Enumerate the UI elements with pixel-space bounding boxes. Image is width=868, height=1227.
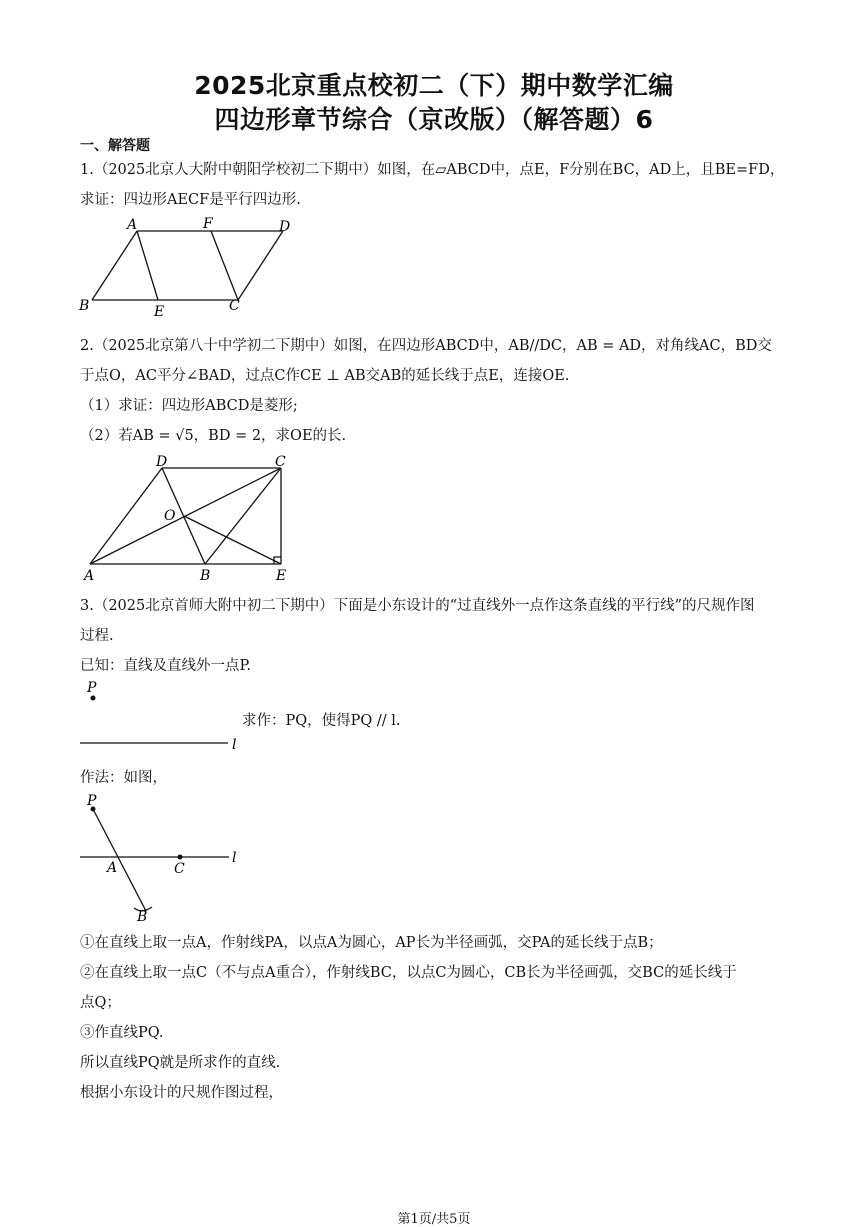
problem2-line1: 2.（2025北京第八十中学初二下期中）如图，在四边形ABCD中，AB//DC，AB = AD，对角线AC，BD交 xyxy=(80,338,772,354)
fig4-label-l: l xyxy=(232,850,237,866)
problem1-parallelogram-figure xyxy=(76,214,306,320)
problem2-rhombus-figure xyxy=(76,450,306,585)
problem3-prompt: 根据小东设计的尺规作图过程， xyxy=(80,1085,283,1101)
problem3-line1: 3.（2025北京首师大附中初二下期中）下面是小东设计的“过直线外一点作这条直线的平行线”的尺规作图 xyxy=(80,598,755,614)
problem2-part2: （2）若AB = √5，BD = 2，求OE的长. xyxy=(80,428,347,444)
problem3-construction-figure xyxy=(76,790,256,925)
fig1-label-A: A xyxy=(127,217,138,233)
problem3-known: 已知：直线及直线外一点P. xyxy=(80,658,251,674)
page-title-line1: 2025北京重点校初二（下）期中数学汇编 xyxy=(194,71,674,100)
fig3-label-l: l xyxy=(232,737,237,753)
fig1-label-F: F xyxy=(203,216,213,232)
problem3-step2-line1: ②在直线上取一点C（不与点A重合），作射线BC，以点C为圆心，CB长为半径画弧，交BC的延长线于 xyxy=(80,965,737,981)
fig2-label-O: O xyxy=(164,508,176,524)
fig2-label-A: A xyxy=(84,568,95,584)
problem1-line2: 求证：四边形AECF是平行四边形. xyxy=(80,192,301,208)
fig1-label-D: D xyxy=(279,219,291,235)
fig2-label-B: B xyxy=(200,568,211,584)
problem3-step3: ③作直线PQ. xyxy=(80,1025,164,1041)
fig2-label-E: E xyxy=(276,568,287,584)
fig4-label-P: P xyxy=(87,793,97,809)
fig1-label-B: B xyxy=(79,298,90,314)
fig2-label-C: C xyxy=(275,454,286,470)
problem2-line2: 于点O，AC平分∠BAD，过点C作CE ⊥ AB交AB的延长线于点E，连接OE. xyxy=(80,368,570,384)
problem3-find: 求作：PQ，使得PQ // l. xyxy=(242,713,401,729)
problem3-step1: ①在直线上取一点A，作射线PA，以点A为圆心，AP长为半径画弧，交PA的延长线于点B； xyxy=(80,935,663,951)
problem3-given-figure xyxy=(76,676,256,756)
problem3-method: 作法：如图， xyxy=(80,770,167,786)
problem1-line1: 1.（2025北京人大附中朝阳学校初二下期中）如图，在▱ABCD中，点E，F分别在BC，AD上，且BE=FD， xyxy=(80,162,785,178)
fig1-label-C: C xyxy=(229,298,240,314)
fig1-label-E: E xyxy=(154,304,165,320)
fig4-label-A: A xyxy=(107,860,118,876)
page-footer: 第1页/共5页 xyxy=(397,1212,471,1227)
problem3-line2: 过程. xyxy=(80,628,114,644)
page-title-line2: 四边形章节综合（京改版）（解答题）6 xyxy=(214,105,654,134)
fig4-label-B: B xyxy=(137,909,148,925)
problem3-step2-line2: 点Q； xyxy=(80,995,121,1011)
section-heading: 一、解答题 xyxy=(80,138,150,154)
fig2-label-D: D xyxy=(156,454,168,470)
problem2-part1: （1）求证：四边形ABCD是菱形; xyxy=(80,398,298,414)
problem3-conclusion: 所以直线PQ就是所求作的直线. xyxy=(80,1055,281,1071)
fig3-label-P: P xyxy=(87,680,97,696)
fig4-label-C: C xyxy=(174,861,185,877)
